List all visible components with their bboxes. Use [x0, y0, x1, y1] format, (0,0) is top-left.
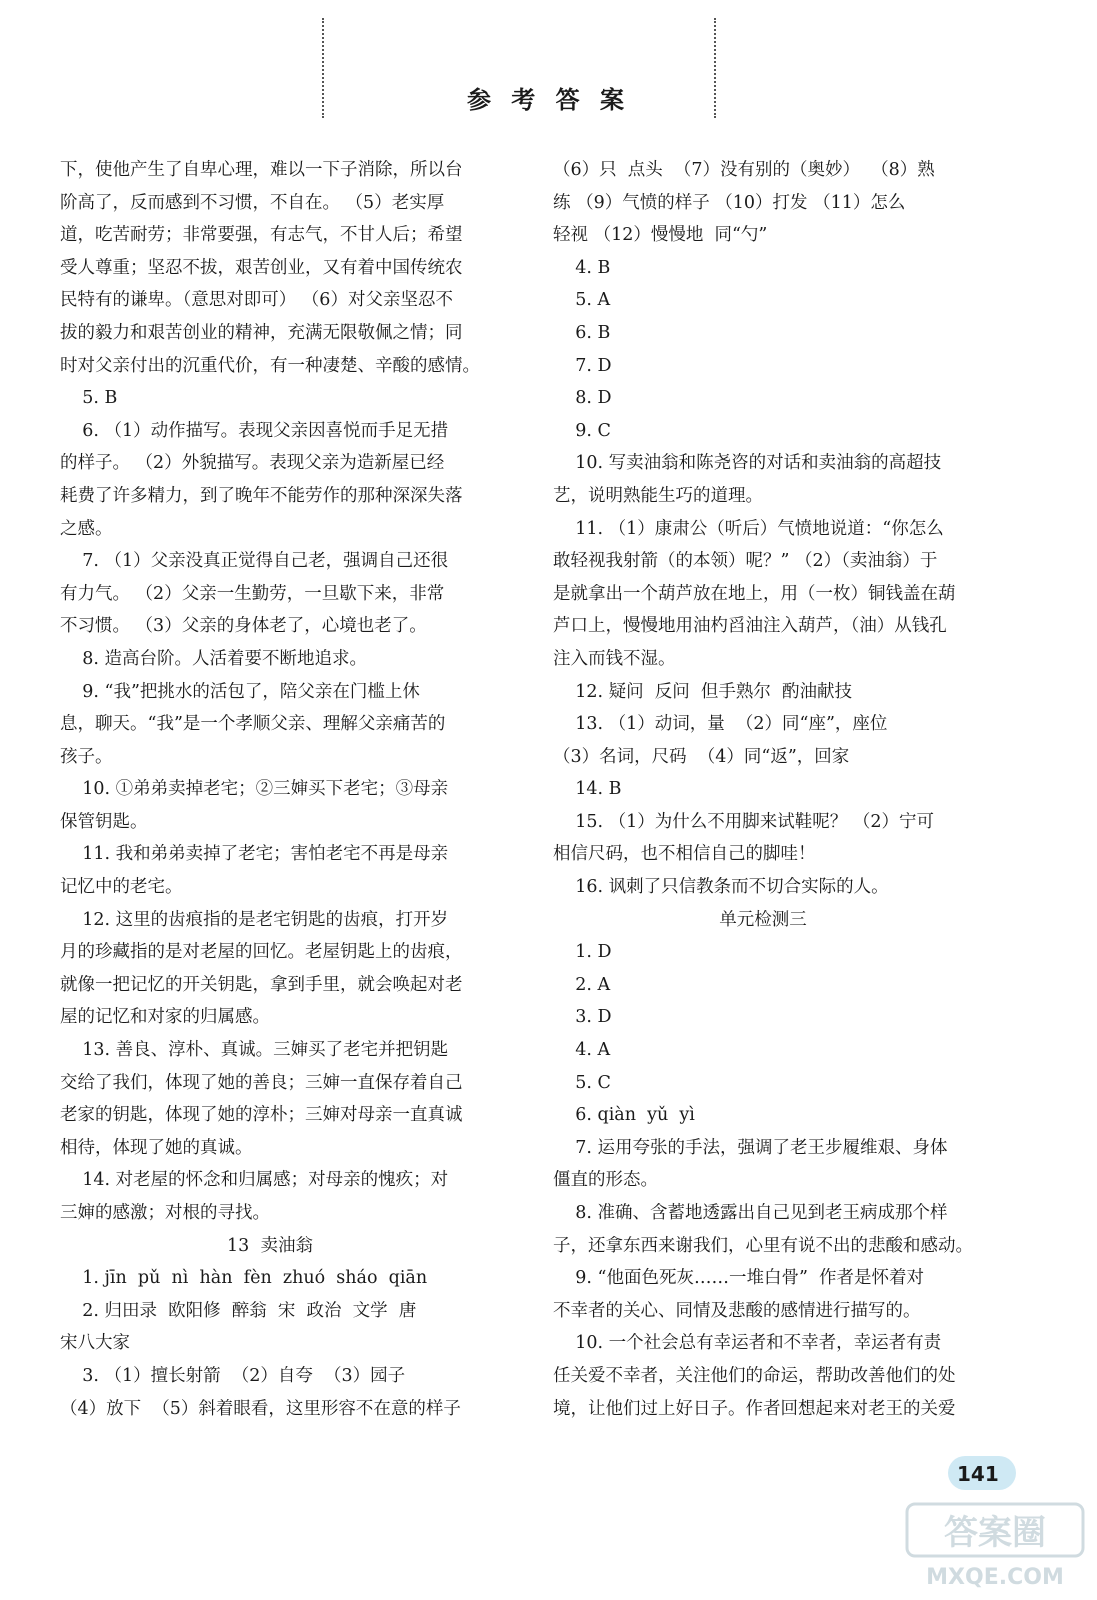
text-line: 不幸者的关心、同情及悲酸的感情进行描写的。 [553, 1300, 921, 1321]
text-line: 任关爱不幸者，关注他们的命运，帮助改善他们的处 [553, 1365, 956, 1386]
text-line: 保管钥匙。 [60, 811, 148, 832]
text-line: 阶高了，反而感到不习惯，不自在。 （5）老实厚 [60, 192, 445, 213]
text-line: 5. A [553, 290, 611, 311]
text-line: 13. （1）动词，量 （2）同“座”，座位 [553, 714, 888, 735]
text-line: 9. C [553, 420, 611, 441]
text-line: 道，吃苦耐劳；非常要强，有志气，不甘人后；希望 [60, 225, 463, 246]
text-line: 不习惯。 （3）父亲的身体老了，心境也老了。 [60, 616, 427, 637]
section-heading: 单元检测三 [719, 909, 807, 930]
text-line: 时对父亲付出的沉重代价，有一种凄楚、辛酸的感情。 [60, 355, 480, 376]
text-line: （6）只 点头 （7）没有别的（奥妙） （8）熟 [553, 160, 935, 180]
text-line: 交给了我们，体现了她的善良；三婶一直保存着自己 [60, 1072, 463, 1093]
text-line: 有力气。 （2）父亲一生勤劳，一旦歇下来，非常 [60, 583, 445, 604]
text-line: 9. “他面色死灰……一堆白骨” 作者是怀着对 [553, 1268, 925, 1289]
text-line: 11. 我和弟弟卖掉了老宅；害怕老宅不再是母亲 [60, 844, 449, 865]
watermark-brand: 答案圈 [944, 1513, 1046, 1553]
text-line: 艺，说明熟能生巧的道理。 [553, 485, 763, 506]
text-line: 子，还拿东西来谢我们，心里有说不出的悲酸和感动。 [553, 1235, 973, 1256]
text-line: 12. 这里的齿痕指的是老宅钥匙的齿痕，打开岁 [60, 909, 449, 930]
text-line: 注入而钱不湿。 [553, 648, 676, 669]
text-line: 相待，体现了她的真诚。 [60, 1137, 253, 1158]
text-line: 芦口上，慢慢地用油杓舀油注入葫芦，（油）从钱孔 [553, 616, 947, 637]
text-line: 1. D [553, 942, 612, 963]
text-line: 10. ①弟弟卖掉老宅；②三婶买下老宅；③母亲 [60, 779, 449, 800]
text-line: 3. D [553, 1007, 612, 1028]
text-line: 7. （1）父亲没真正觉得自己老，强调自己还很 [60, 551, 449, 572]
page-title: 参 考 答 案 [466, 86, 631, 114]
text-line: 10. 一个社会总有幸运者和不幸者，幸运者有责 [553, 1333, 942, 1354]
text-line: 的样子。 （2）外貌描写。表现父亲为造新屋已经 [60, 453, 445, 474]
text-line: 是就拿出一个葫芦放在地上，用（一枚）铜钱盖在葫 [553, 583, 956, 604]
text-line: 相信尺码，也不相信自己的脚哇！ [553, 844, 816, 865]
left-column [60, 154, 480, 1425]
text-line: 15. （1）为什么不用脚来试鞋呢？ （2）宁可 [553, 811, 934, 832]
text-line: 10. 写卖油翁和陈尧咨的对话和卖油翁的高超技 [553, 453, 942, 474]
text-line: 敢轻视我射箭（的本领）呢？” （2）（卖油翁）于 [553, 551, 938, 572]
text-line: （4）放下 （5）斜着眼看，这里形容不在意的样子 [60, 1398, 461, 1419]
text-line: 三婶的感激；对根的寻找。 [60, 1203, 270, 1223]
text-line: 4. B [553, 257, 611, 278]
text-line: 14. 对老屋的怀念和归属感；对母亲的愧疚；对 [60, 1170, 449, 1191]
text-line: 6. （1）动作描写。表现父亲因喜悦而手足无措 [60, 420, 449, 441]
text-line: 息，聊天。“我”是一个孝顺父亲、理解父亲痛苦的 [60, 714, 446, 735]
text-line: 1. jīn pǔ nì hàn fèn zhuó sháo qiān [60, 1268, 428, 1289]
text-line: 境，让他们过上好日子。作者回想起来对老王的关爱 [553, 1398, 956, 1419]
text-line: 6. qiàn yǔ yì [553, 1105, 695, 1126]
text-line: 11. （1）康肃公（听后）气愤地说道：“你怎么 [553, 518, 944, 539]
watermark-url: MXQE.COM [926, 1565, 1064, 1590]
text-line: （3）名词，尺码 （4）同“返”，回家 [553, 746, 850, 767]
text-line: 5. B [60, 388, 118, 409]
text-line: 7. D [553, 355, 612, 376]
page-number: 141 [957, 1462, 999, 1486]
text-line: 老家的钥匙，体现了她的淳朴；三婶对母亲一直真诚 [60, 1105, 463, 1126]
text-line: 屋的记忆和对家的归属感。 [60, 1007, 270, 1028]
text-line: 2. A [553, 974, 611, 995]
text-line: 孩子。 [60, 746, 113, 767]
text-line: 2. 归田录 欧阳修 醉翁 宋 政治 文学 唐 [60, 1300, 417, 1321]
text-line: 5. C [553, 1072, 611, 1093]
text-line: 4. A [553, 1040, 611, 1061]
text-line: 练 （9）气愤的样子 （10）打发 （11）怎么 [553, 192, 906, 213]
text-line: 下，使他产生了自卑心理，难以一下子消除，所以台 [60, 160, 463, 180]
text-line: 就像一把记忆的开关钥匙，拿到手里，就会唤起对老 [60, 974, 463, 995]
text-line: 16. 讽刺了只信教条而不切合实际的人。 [553, 877, 889, 898]
text-line: 8. 准确、含蓄地透露出自己见到老王病成那个样 [553, 1203, 948, 1223]
text-line: 3. （1）擅长射箭 （2）自夸 （3）园子 [60, 1365, 406, 1386]
text-line: 13. 善良、淳朴、真诚。三婶买了老宅并把钥匙 [60, 1040, 449, 1061]
text-line: 民特有的谦卑。（意思对即可） （6）对父亲坚忍不 [60, 290, 453, 311]
text-line: 6. B [553, 322, 611, 343]
text-line: 之感。 [60, 518, 113, 539]
watermark-logo [905, 1500, 1085, 1592]
text-line: 8. D [553, 388, 612, 409]
text-line: 8. 造高台阶。人活着要不断地追求。 [60, 648, 368, 669]
text-line: 14. B [553, 779, 622, 800]
text-line: 受人尊重；坚忍不拔，艰苦创业，又有着中国传统农 [60, 257, 463, 278]
text-line: 耗费了许多精力，到了晚年不能劳作的那种深深失落 [60, 485, 463, 506]
text-line: 7. 运用夸张的手法，强调了老王步履维艰、身体 [553, 1137, 948, 1158]
text-line: 拔的毅力和艰苦创业的精神，充满无限敬佩之情；同 [60, 322, 463, 343]
right-column [553, 154, 973, 1425]
text-line: 月的珍藏指的是对老屋的回忆。老屋钥匙上的齿痕， [60, 942, 463, 963]
text-line: 轻视 （12）慢慢地 同“勺” [553, 225, 768, 246]
text-line: 宋八大家 [60, 1333, 130, 1354]
text-line: 12. 疑问 反问 但手熟尔 酌油献技 [553, 681, 853, 702]
text-line: 记忆中的老宅。 [60, 877, 183, 898]
section-heading: 13 卖油翁 [227, 1235, 313, 1256]
text-line: 僵直的形态。 [553, 1170, 658, 1191]
text-line: 9. “我”把挑水的活包了，陪父亲在门槛上休 [60, 681, 420, 702]
